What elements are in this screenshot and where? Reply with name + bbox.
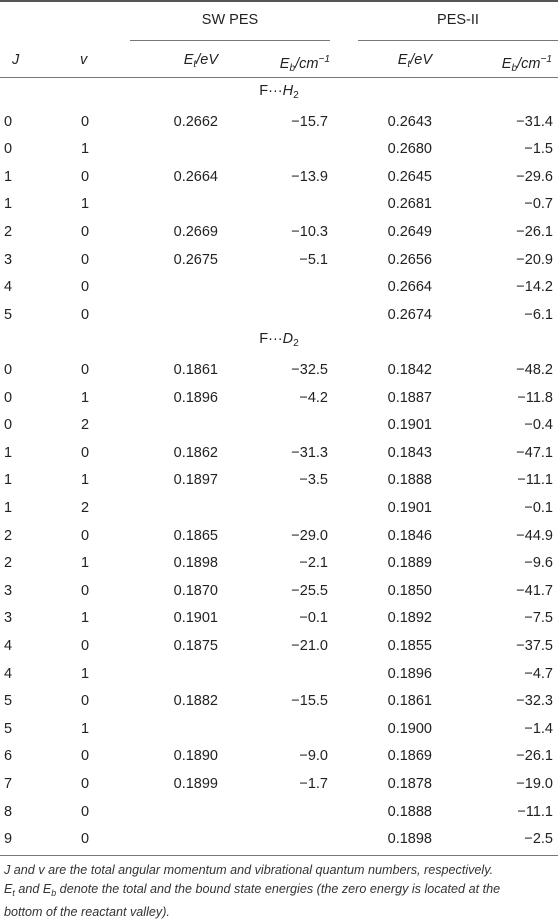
cell-sw-eb: −4.2 [299,389,328,406]
cell-j: 3 [4,582,13,599]
cell-sw-eb: −0.1 [299,610,328,627]
cell-p2-eb: −0.7 [524,196,553,213]
cell-v: 2 [81,417,90,434]
cell-sw-et: 0.2669 [173,224,218,240]
cell-p2-eb: −14.2 [516,279,553,296]
cell-p2-et: 0.1889 [387,555,432,572]
cell-p2-et: 0.2681 [387,196,432,213]
cell-j: 1 [4,196,13,213]
cell-p2-eb: −0.4 [524,417,553,434]
cell-p2-eb: −9.6 [524,555,553,572]
cell-p2-eb: −20.9 [516,251,553,268]
cell-p2-et: 0.1896 [387,665,432,682]
cell-j: 0 [4,141,13,158]
group-underline-sw-pes [130,40,330,41]
cell-j: 7 [4,776,13,792]
cell-p2-eb: −44.9 [516,527,553,544]
cell-p2-et: 0.1900 [387,720,432,737]
cell-j: 5 [4,720,13,737]
cell-v: 0 [81,693,90,710]
cell-v: 0 [81,306,90,323]
cell-p2-eb: −7.5 [524,610,553,627]
cell-sw-et: 0.1896 [173,389,218,406]
cell-v: 1 [81,665,90,682]
cell-sw-et: 0.1899 [173,776,218,792]
cell-p2-eb: −29.6 [516,168,553,185]
cell-p2-et: 0.1878 [387,776,432,792]
cell-sw-et: 0.1898 [173,555,218,572]
col-header-p2-eb: $E_b/cm^{-1}$ [501,54,552,74]
cell-p2-eb: −11.1 [517,472,553,489]
cell-sw-et: 0.2662 [173,113,218,130]
cell-v: 0 [81,638,90,654]
cell-v: 1 [81,196,90,213]
cell-p2-eb: −6.1 [524,306,553,323]
cell-p2-et: 0.2664 [387,279,432,296]
cell-v: 0 [81,527,90,544]
cell-j: 4 [4,279,13,296]
cell-v: 2 [81,500,90,516]
cell-sw-eb: −2.1 [299,555,328,572]
bottom-rule [0,855,558,856]
cell-j: 1 [4,444,13,461]
cell-p2-et: 0.1861 [387,693,432,710]
cell-v: 0 [81,748,90,765]
cell-p2-et: 0.1842 [387,362,432,378]
cell-sw-et: 0.1890 [173,748,218,765]
cell-p2-eb: −4.7 [524,665,553,682]
cell-p2-eb: −2.5 [524,831,553,848]
cell-p2-et: 0.1850 [387,582,432,599]
cell-sw-et: 0.1897 [173,472,218,489]
cell-j: 1 [4,472,13,489]
cell-p2-eb: −11.8 [517,389,553,406]
cell-v: 0 [81,168,90,185]
cell-p2-eb: −19.0 [516,776,553,792]
cell-p2-eb: −1.4 [524,720,553,737]
col-header-v: v [80,52,88,68]
cell-v: 0 [81,803,90,820]
cell-p2-eb: −1.5 [524,141,553,158]
cell-sw-eb: −21.0 [291,638,328,654]
cell-sw-eb: −5.1 [299,251,328,268]
cell-sw-et: 0.1870 [173,582,218,599]
cell-sw-et: 0.1865 [173,527,218,544]
cell-sw-et: 0.1875 [173,638,218,654]
cell-p2-eb: −31.4 [516,113,553,130]
cell-v: 1 [81,389,90,406]
cell-sw-et: 0.1862 [173,444,218,461]
cell-j: 0 [4,389,13,406]
cell-j: 2 [4,224,13,240]
cell-p2-eb: −26.1 [516,748,553,765]
cell-j: 4 [4,665,13,682]
cell-sw-eb: −13.9 [291,168,328,185]
cell-sw-eb: −32.5 [291,362,328,378]
cell-j: 0 [4,362,13,378]
cell-p2-et: 0.1892 [387,610,432,627]
cell-v: 0 [81,444,90,461]
footnote-line-3: bottom of the reactant valley). [4,904,170,919]
cell-v: 1 [81,141,90,158]
cell-p2-eb: −47.1 [516,444,553,461]
cell-sw-eb: −31.3 [291,444,328,461]
cell-j: 9 [4,831,13,848]
cell-v: 1 [81,720,90,737]
cell-p2-eb: −37.5 [516,638,553,654]
cell-v: 0 [81,362,90,378]
cell-p2-et: 0.2674 [387,306,432,323]
cell-sw-et: 0.1882 [173,693,218,710]
cell-v: 0 [81,251,90,268]
cell-sw-et: 0.2664 [173,168,218,185]
cell-j: 0 [4,113,13,130]
col-header-sw-eb: $E_b/cm^{-1}$ [279,54,330,74]
cell-sw-eb: −1.7 [299,776,328,792]
cell-sw-eb: −29.0 [291,527,328,544]
cell-v: 0 [81,113,90,130]
section-label: $F\cdot\cdot\cdot H_2$ [259,83,299,101]
cell-j: 1 [4,500,13,516]
cell-p2-eb: −41.7 [516,582,553,599]
cell-sw-et: 0.2675 [173,251,218,268]
cell-sw-eb: −9.0 [299,748,328,765]
cell-v: 0 [81,776,90,792]
group-header-pes-ii: PES-II [437,12,479,28]
cell-j: 8 [4,803,13,820]
cell-sw-et: 0.1861 [173,362,218,378]
table-footnote [4,861,556,922]
cell-p2-et: 0.2649 [387,224,432,240]
cell-j: 5 [4,306,13,323]
cell-sw-et: 0.1901 [173,610,218,627]
cell-p2-et: 0.1855 [387,638,432,654]
cell-j: 2 [4,527,13,544]
cell-sw-eb: −15.7 [291,113,328,130]
cell-sw-eb: −3.5 [299,472,328,489]
cell-p2-et: 0.2643 [387,113,432,130]
cell-p2-eb: −11.1 [517,803,553,820]
cell-p2-eb: −26.1 [516,224,553,240]
cell-j: 3 [4,251,13,268]
cell-p2-et: 0.1888 [387,472,432,489]
cell-v: 0 [81,582,90,599]
cell-p2-et: 0.1901 [387,500,432,516]
group-underline-pes-ii [358,40,558,41]
cell-p2-eb: −0.1 [524,500,553,516]
cell-j: 6 [4,748,13,765]
cell-p2-et: 0.1846 [387,527,432,544]
cell-p2-et: 0.1843 [387,444,432,461]
group-header-sw-pes: SW PES [201,12,259,28]
footnote-line-1: J and v are the total angular momentum and vibrational quantum numbers, respectively. [4,862,494,877]
cell-j: 4 [4,638,13,654]
cell-p2-et: 0.2645 [387,168,432,185]
cell-p2-et: 0.2680 [387,141,432,158]
footnote-line-2: $E_t$ and $E_b$ denote the total and the bound state energies (the zero energy is located at the [4,881,501,898]
col-header-j: J [12,52,20,68]
cell-sw-eb: −25.5 [291,582,328,599]
header-rule [0,77,558,78]
cell-j: 1 [4,168,13,185]
cell-p2-et: 0.1887 [387,389,432,406]
cell-j: 3 [4,610,13,627]
cell-j: 5 [4,693,13,710]
cell-p2-et: 0.2656 [387,251,432,268]
cell-j: 0 [4,417,13,434]
col-header-p2-et: $E_t/eV$ [397,52,432,70]
cell-v: 0 [81,279,90,296]
cell-p2-et: 0.1901 [387,417,432,434]
cell-p2-et: 0.1888 [387,803,432,820]
cell-v: 1 [81,610,90,627]
cell-p2-eb: −48.2 [516,362,553,378]
cell-v: 1 [81,555,90,572]
cell-sw-eb: −15.5 [291,693,328,710]
cell-p2-eb: −32.3 [516,693,553,710]
top-rule [0,0,558,2]
section-label: $F\cdot\cdot\cdot D_2$ [259,331,299,350]
cell-sw-eb: −10.3 [291,224,328,240]
cell-v: 0 [81,224,90,240]
cell-p2-et: 0.1898 [387,831,432,848]
cell-p2-et: 0.1869 [387,748,432,765]
cell-v: 0 [81,831,90,848]
col-header-sw-et: $E_t/eV$ [183,52,218,70]
cell-v: 1 [81,472,90,489]
cell-j: 2 [4,555,13,572]
